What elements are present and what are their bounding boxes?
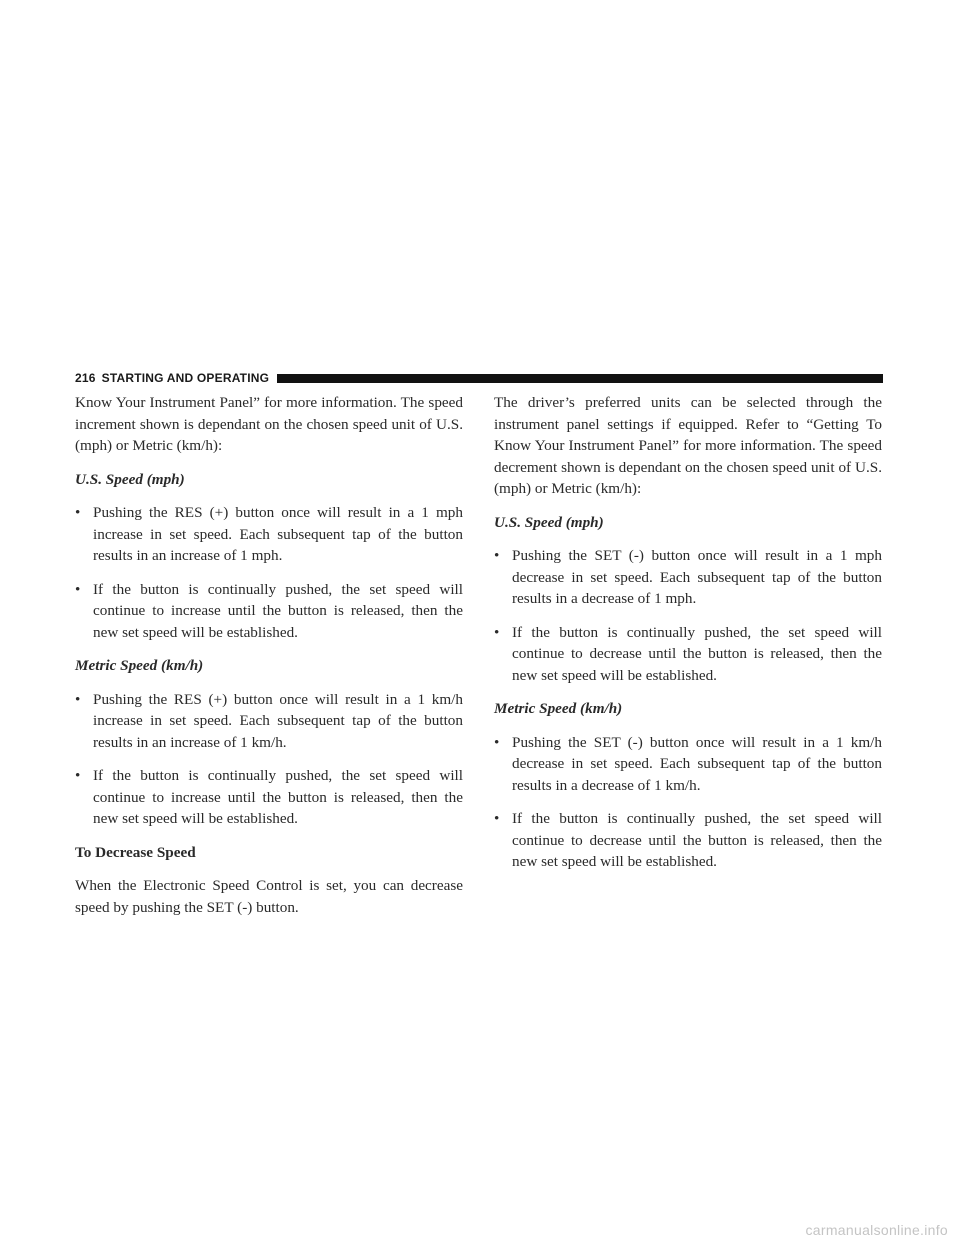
header-rule (277, 374, 883, 383)
list-item: • If the button is continually pushed, the set speed will continue to decrease until the button is released, then the new set speed will be established. (494, 622, 882, 687)
list-item: • Pushing the RES (+) button once will result in a 1 km/h increase in set speed. Each subsequent tap of the button results in an increase of 1 km/h. (75, 689, 463, 754)
left-column (75, 392, 463, 930)
right-us-speed-heading: U.S. Speed (mph) (494, 513, 604, 531)
left-metric-bullet-list (75, 689, 463, 830)
right-intro-paragraph: The driver’s preferred units can be selected through the instrument panel settings if equipped. Refer to “Getting To Know Your Instrument Panel” for more information. The speed decrement shown is dependant on the chosen speed unit of U.S. (mph) or Metric (km/h): (494, 394, 882, 497)
decrease-speed-heading: To Decrease Speed (75, 843, 196, 861)
left-intro-paragraph: Know Your Instrument Panel” for more information. The speed increment shown is dependant on the chosen speed unit of U.S. (mph) or Metric (km/h): (75, 394, 463, 454)
page-header-label (75, 371, 269, 385)
list-item: • If the button is continually pushed, the set speed will continue to increase until the button is released, then the new set speed will be established. (75, 579, 463, 644)
right-metric-speed-heading: Metric Speed (km/h) (494, 700, 623, 717)
decrease-speed-paragraph: When the Electronic Speed Control is set, you can decrease speed by pushing the SET (-) button. (75, 877, 463, 916)
watermark-text: carmanualsonline.info (805, 1222, 948, 1238)
page-number: 216 (75, 371, 96, 385)
list-item: • If the button is continually pushed, the set speed will continue to increase until the button is released, then the new set speed will be established. (75, 765, 463, 830)
left-us-bullet-list (75, 502, 463, 643)
right-us-bullet-list (494, 545, 882, 686)
left-us-speed-heading: U.S. Speed (mph) (75, 470, 185, 488)
section-title: STARTING AND OPERATING (101, 371, 270, 385)
left-metric-speed-heading: Metric Speed (km/h) (75, 657, 204, 674)
list-item: • Pushing the SET (-) button once will result in a 1 mph decrease in set speed. Each subsequent tap of the button results in a decrease of 1 mph. (494, 545, 882, 610)
right-metric-bullet-list (494, 732, 882, 873)
page-header (75, 368, 883, 388)
list-item: • If the button is continually pushed, the set speed will continue to decrease until the button is released, then the new set speed will be established. (494, 808, 882, 873)
list-item: • Pushing the RES (+) button once will result in a 1 mph increase in set speed. Each subsequent tap of the button results in an increase of 1 mph. (75, 502, 463, 567)
list-item: • Pushing the SET (-) button once will result in a 1 km/h decrease in set speed. Each subsequent tap of the button results in a decrease of 1 km/h. (494, 732, 882, 797)
right-column (494, 392, 882, 885)
